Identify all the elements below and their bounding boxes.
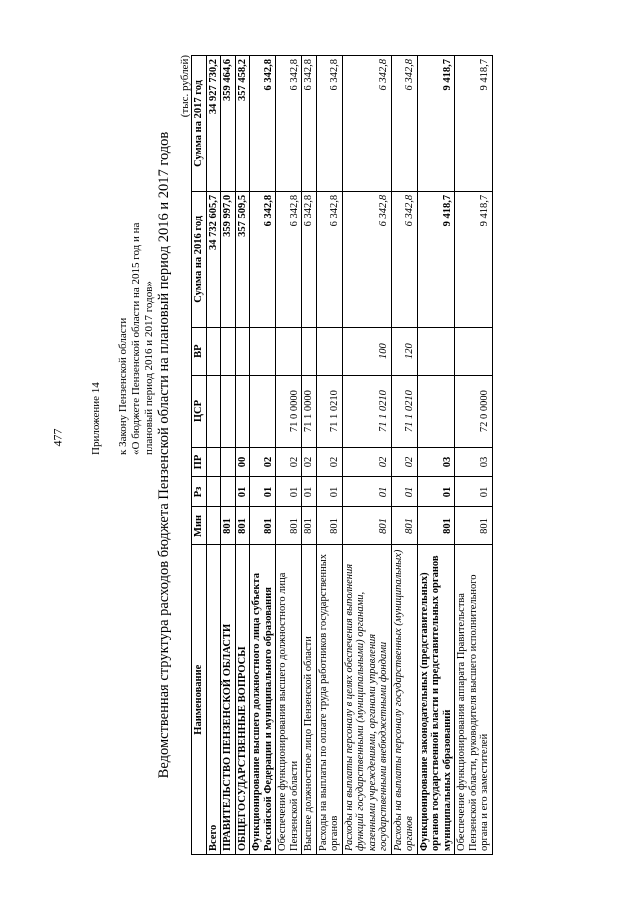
cell-sum2017: 6 342,8 — [302, 56, 317, 192]
cell-rz: 01 — [391, 477, 417, 507]
cell-sum2016: 6 342,8 — [250, 191, 276, 327]
header-csr: ЦСР — [192, 375, 207, 447]
table-row — [221, 56, 236, 855]
header-sum-2017: Сумма на 2017 год — [192, 56, 207, 192]
cell-pr: 02 — [250, 447, 276, 477]
cell-sum2016: 34 732 605,7 — [206, 191, 221, 327]
cell-pr: 02 — [276, 447, 302, 477]
cell-sum2016: 6 342,8 — [342, 191, 391, 327]
cell-vr — [316, 327, 342, 375]
cell-rz: 01 — [302, 477, 317, 507]
cell-pr: 00 — [235, 447, 250, 477]
cell-sum2017: 9 418,7 — [455, 56, 493, 192]
cell-vr: 100 — [342, 327, 391, 375]
cell-sum2016: 9 418,7 — [417, 191, 455, 327]
cell-name: Функционирование законодательных (представительных) органов государственной власти и представительных органов муниципальных образований — [417, 545, 455, 855]
cell-min: 801 — [250, 507, 276, 545]
cell-vr — [206, 327, 221, 375]
cell-sum2017: 357 458,2 — [235, 56, 250, 192]
cell-sum2017: 6 342,8 — [391, 56, 417, 192]
page-number: 477 — [50, 428, 65, 447]
cell-name: Расходы на выплаты по оплате труда работников государственных органов — [316, 545, 342, 855]
table-row — [391, 56, 417, 855]
table-row — [316, 56, 342, 855]
table-header-row — [192, 56, 207, 855]
header-name: Наименование — [192, 545, 207, 855]
cell-rz: 01 — [417, 477, 455, 507]
cell-sum2017: 6 342,8 — [316, 56, 342, 192]
header-rz: Рз — [192, 477, 207, 507]
cell-sum2017: 34 927 730,2 — [206, 56, 221, 192]
cell-csr: 71 1 0210 — [342, 375, 391, 447]
cell-name: Обеспечение функционирования высшего должностного лица Пензенской области — [276, 545, 302, 855]
cell-name: Всего — [206, 545, 221, 855]
appendix-law-title-line: «О бюджете Пензенской области на 2015 год и на — [130, 222, 142, 455]
table-row — [417, 56, 455, 855]
cell-min: 801 — [276, 507, 302, 545]
cell-csr: 71 1 0210 — [316, 375, 342, 447]
cell-sum2017: 359 464,6 — [221, 56, 236, 192]
cell-rz: 01 — [316, 477, 342, 507]
cell-sum2017: 9 418,7 — [417, 56, 455, 192]
cell-vr — [221, 327, 236, 375]
cell-csr — [235, 375, 250, 447]
cell-csr: 71 1 0000 — [302, 375, 317, 447]
cell-sum2016: 6 342,8 — [276, 191, 302, 327]
cell-vr — [417, 327, 455, 375]
rotated-page-content — [90, 55, 560, 855]
units-label: (тыс. рублей) — [179, 55, 191, 118]
cell-name: Функционирование высшего должностного лица субъекта Российской Федерации и муниципального образования — [250, 545, 276, 855]
cell-sum2016: 6 342,8 — [302, 191, 317, 327]
budget-table — [191, 55, 493, 855]
cell-sum2016: 9 418,7 — [455, 191, 493, 327]
header-vr: ВР — [192, 327, 207, 375]
cell-sum2016: 6 342,8 — [391, 191, 417, 327]
cell-csr — [221, 375, 236, 447]
cell-min — [206, 507, 221, 545]
cell-csr: 72 0 0000 — [455, 375, 493, 447]
cell-rz: 01 — [455, 477, 493, 507]
cell-sum2016: 359 997,0 — [221, 191, 236, 327]
cell-pr: 02 — [342, 447, 391, 477]
header-pr: ПР — [192, 447, 207, 477]
cell-csr — [417, 375, 455, 447]
cell-name: ОБЩЕГОСУДАРСТВЕННЫЕ ВОПРОСЫ — [235, 545, 250, 855]
appendix-header — [90, 55, 156, 455]
cell-rz: 01 — [276, 477, 302, 507]
table-row — [206, 56, 221, 855]
cell-name: Высшее должностное лицо Пензенской области — [302, 545, 317, 855]
cell-pr: 03 — [417, 447, 455, 477]
cell-vr — [455, 327, 493, 375]
cell-name: ПРАВИТЕЛЬСТВО ПЕНЗЕНСКОЙ ОБЛАСТИ — [221, 545, 236, 855]
cell-min: 801 — [221, 507, 236, 545]
cell-pr — [221, 447, 236, 477]
table-row — [276, 56, 302, 855]
cell-csr: 71 0 0000 — [276, 375, 302, 447]
cell-min: 801 — [342, 507, 391, 545]
document-title: Ведомственная структура расходов бюджета Пензенской области на плановый период 2016 и 2017 годов — [156, 131, 172, 779]
cell-rz: 01 — [342, 477, 391, 507]
cell-sum2017: 6 342,8 — [342, 56, 391, 192]
table-row — [235, 56, 250, 855]
cell-min: 801 — [417, 507, 455, 545]
cell-rz: 01 — [250, 477, 276, 507]
appendix-law-line: к Закону Пензенской области — [117, 317, 129, 455]
cell-min: 801 — [235, 507, 250, 545]
cell-sum2017: 6 342,8 — [276, 56, 302, 192]
table-row — [302, 56, 317, 855]
cell-min: 801 — [302, 507, 317, 545]
cell-rz: 01 — [235, 477, 250, 507]
cell-sum2016: 6 342,8 — [316, 191, 342, 327]
cell-name: Расходы на выплаты персоналу государственных (муниципальных) органов — [391, 545, 417, 855]
cell-rz — [221, 477, 236, 507]
cell-vr — [302, 327, 317, 375]
cell-vr — [276, 327, 302, 375]
cell-sum2016: 357 509,5 — [235, 191, 250, 327]
header-min: Мин — [192, 507, 207, 545]
cell-csr — [206, 375, 221, 447]
cell-name: Обеспечение функционирования аппарата Правительства Пензенской области, руководителя высшего исполнительного органа и его заместителей — [455, 545, 493, 855]
cell-min: 801 — [316, 507, 342, 545]
appendix-label: Приложение 14 — [90, 382, 102, 455]
cell-min: 801 — [455, 507, 493, 545]
table-body — [206, 56, 492, 855]
cell-vr — [235, 327, 250, 375]
table-row — [250, 56, 276, 855]
cell-min: 801 — [391, 507, 417, 545]
table-row — [455, 56, 493, 855]
cell-csr — [250, 375, 276, 447]
cell-pr — [206, 447, 221, 477]
cell-sum2017: 6 342,8 — [250, 56, 276, 192]
cell-pr: 02 — [316, 447, 342, 477]
cell-pr: 02 — [391, 447, 417, 477]
cell-pr: 03 — [455, 447, 493, 477]
table-row — [342, 56, 391, 855]
cell-rz — [206, 477, 221, 507]
cell-pr: 02 — [302, 447, 317, 477]
cell-vr: 120 — [391, 327, 417, 375]
header-sum-2016: Сумма на 2016 год — [192, 191, 207, 327]
cell-vr — [250, 327, 276, 375]
appendix-law-period-line: плановый период 2016 и 2017 годов» — [143, 281, 155, 455]
cell-name: Расходы на выплаты персоналу в целях обеспечения выполнения функций государственными (муниципальными) органами, казенными учреждениями, органами управления государственными внебюджетными фондами — [342, 545, 391, 855]
cell-csr: 71 1 0210 — [391, 375, 417, 447]
